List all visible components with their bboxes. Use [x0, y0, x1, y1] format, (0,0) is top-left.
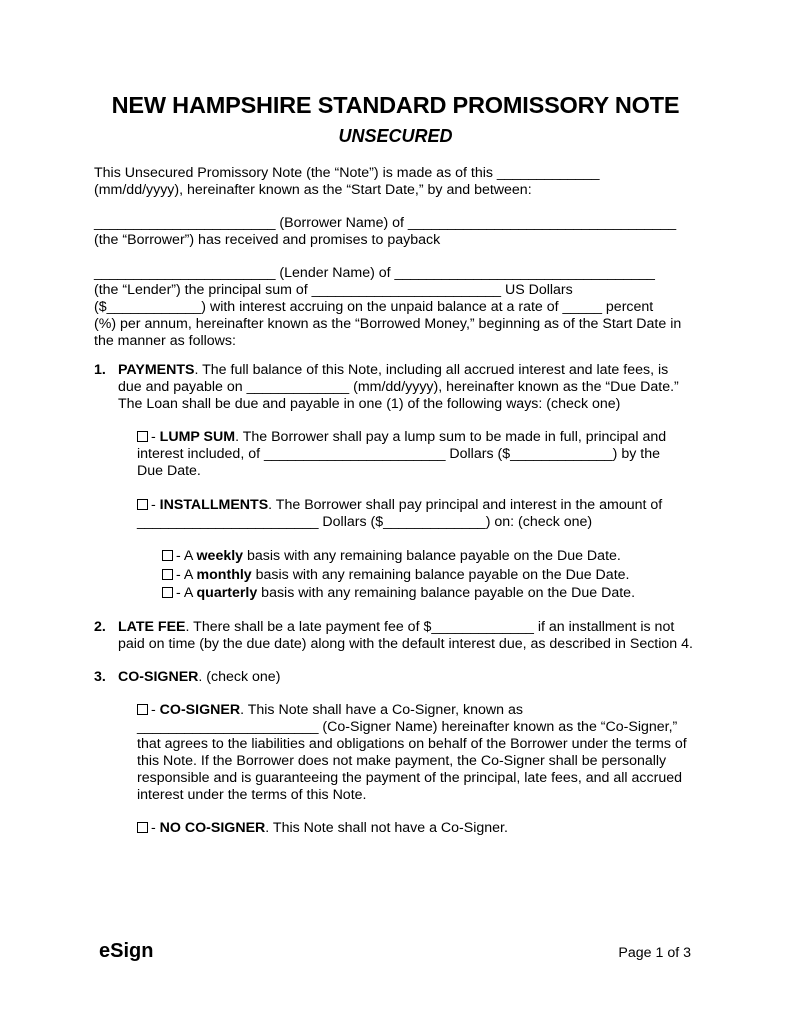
borrower-line: (the “Borrower”) has received and promises to payback	[94, 232, 441, 248]
option-dash: -	[151, 702, 160, 718]
option-text: basis with any remaining balance payable on the Due Date.	[243, 548, 621, 564]
document-subtitle: UNSECURED	[338, 126, 453, 146]
section-number: 3.	[94, 669, 106, 685]
page-number: Page 1 of 3	[618, 945, 691, 961]
no-co-signer-heading: NO CO-SIGNER	[159, 820, 266, 836]
section-number: 2.	[94, 619, 106, 635]
payments-heading: PAYMENTS	[118, 362, 195, 378]
no-co-signer-text: . This Note shall not have a Co-Signer.	[265, 820, 508, 836]
co-signer-line: interest under the terms of this Note.	[137, 787, 367, 803]
lump-sum-option	[137, 429, 666, 480]
option-text: basis with any remaining balance payable on the Due Date.	[257, 585, 636, 601]
intro-line: (mm/dd/yyyy), hereinafter known as the “Start Date,” by and between:	[94, 182, 532, 198]
monthly-checkbox[interactable]	[162, 569, 173, 580]
lender-line: _______________________ (Lender Name) of _________________________________	[94, 265, 655, 281]
co-signer-option	[137, 702, 687, 804]
frequency-options	[162, 547, 635, 603]
option-frequency: weekly	[196, 548, 244, 564]
esign-logo: eSign	[99, 940, 154, 962]
co-signer-section	[118, 669, 280, 686]
installments-text: . The Borrower shall pay principal and interest in the amount of	[268, 497, 663, 513]
option-text: - A	[176, 585, 197, 601]
option-dash: -	[151, 429, 160, 445]
co-signer-checkbox[interactable]	[137, 704, 148, 715]
lump-sum-checkbox[interactable]	[137, 431, 148, 442]
co-signer-line: this Note. If the Borrower does not make payment, the Co-Signer shall be personally	[137, 753, 667, 769]
no-co-signer-option	[137, 820, 508, 837]
frequency-option-quarterly	[162, 584, 635, 603]
frequency-option-monthly	[162, 566, 635, 585]
option-dash: -	[151, 820, 160, 836]
lump-sum-line: interest included, of _______________________ Dollars ($_____________) by the	[137, 446, 660, 462]
borrower-paragraph	[94, 215, 676, 249]
installments-line: _______________________ Dollars ($_____________) on: (check one)	[137, 514, 593, 530]
document-title: NEW HAMPSHIRE STANDARD PROMISSORY NOTE	[111, 92, 680, 118]
co-signer-line: responsible and is guaranteeing the payment of the principal, late fees, and all accrued	[137, 770, 682, 786]
co-signer-option-heading: CO-SIGNER	[159, 702, 241, 718]
payments-text: . The full balance of this Note, including all accrued interest and late fees, is	[194, 362, 669, 378]
payments-line: The Loan shall be due and payable in one (1) of the following ways: (check one)	[118, 396, 621, 412]
late-fee-section	[118, 619, 693, 653]
option-frequency: quarterly	[196, 585, 258, 601]
co-signer-text: . (check one)	[198, 669, 281, 685]
late-fee-text: . There shall be a late payment fee of $_____________ if an installment is not	[185, 619, 675, 635]
frequency-option-weekly	[162, 547, 635, 566]
lender-line: (%) per annum, hereinafter known as the “Borrowed Money,” beginning as of the Start Date in	[94, 316, 682, 332]
option-text: - A	[176, 566, 197, 583]
lump-sum-heading: LUMP SUM	[159, 429, 236, 445]
borrower-line: _______________________ (Borrower Name) of __________________________________	[94, 215, 677, 231]
option-text: - A	[176, 548, 197, 564]
lender-line: ($____________) with interest accruing on the unpaid balance at a rate of _____ percent	[94, 299, 654, 315]
co-signer-heading: CO-SIGNER	[118, 669, 199, 685]
co-signer-line: that agrees to the liabilities and obligations on behalf of the Borrower under the terms of	[137, 736, 687, 752]
installments-option	[137, 497, 662, 531]
section-number: 1.	[94, 362, 106, 378]
payments-section	[118, 362, 679, 413]
co-signer-line: _______________________ (Co-Signer Name) hereinafter known as the “Co-Signer,”	[137, 719, 678, 735]
lump-sum-line: Due Date.	[137, 463, 201, 479]
no-co-signer-checkbox[interactable]	[137, 822, 148, 833]
installments-heading: INSTALLMENTS	[159, 497, 269, 513]
weekly-checkbox[interactable]	[162, 550, 173, 561]
intro-line: This Unsecured Promissory Note (the “Note”) is made as of this _____________	[94, 165, 600, 181]
co-signer-option-text: . This Note shall have a Co-Signer, known as	[240, 702, 523, 718]
late-fee-line: paid on time (by the due date) along with the default interest due, as described in Section 4.	[118, 636, 693, 652]
lump-sum-text: . The Borrower shall pay a lump sum to be made in full, principal and	[235, 429, 667, 445]
lender-line: the manner as follows:	[94, 333, 236, 349]
option-frequency: monthly	[196, 566, 252, 583]
option-dash: -	[151, 497, 160, 513]
lender-paragraph	[94, 265, 681, 350]
quarterly-checkbox[interactable]	[162, 587, 173, 598]
lender-line: (the “Lender”) the principal sum of ________________________ US Dollars	[94, 282, 573, 298]
intro-paragraph	[94, 165, 599, 199]
installments-checkbox[interactable]	[137, 499, 148, 510]
payments-line: due and payable on _____________ (mm/dd/yyyy), hereinafter known as the “Due Date.”	[118, 379, 679, 395]
option-text: basis with any remaining balance payable on the Due Date.	[251, 566, 630, 583]
late-fee-heading: LATE FEE	[118, 619, 186, 635]
